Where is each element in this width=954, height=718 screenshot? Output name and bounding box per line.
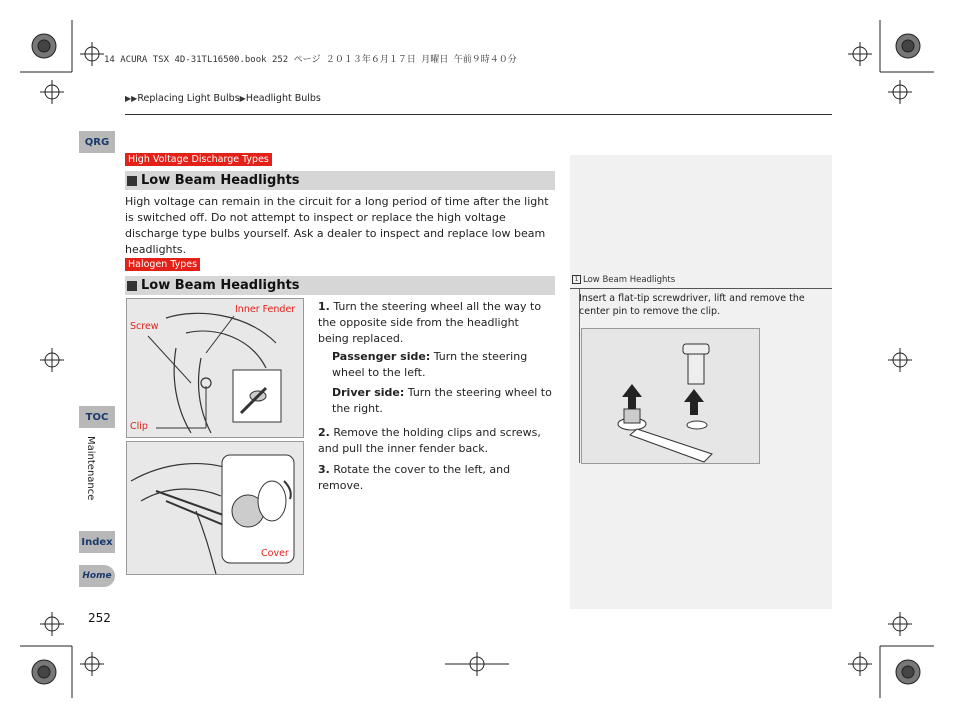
heading-square-icon bbox=[127, 176, 137, 186]
breadcrumb-current-headlight-bulbs: Headlight Bulbs bbox=[245, 93, 321, 104]
step-3 bbox=[318, 462, 553, 494]
breadcrumb-separator: ▶ bbox=[239, 94, 246, 103]
breadcrumb-link-replacing-light-bulbs[interactable]: Replacing Light Bulbs bbox=[137, 93, 240, 104]
step-2-text: Remove the holding clips and screws, and pull the inner fender back. bbox=[318, 426, 541, 455]
section-heading-hid-low-beam bbox=[125, 171, 555, 190]
toc-tab[interactable]: TOC bbox=[79, 406, 115, 428]
hid-warning-paragraph: High voltage can remain in the circuit for a long period of time after the light is switched off. Do not attempt to inspect or replace the high voltage discharge type bulbs yourself. Ask a dealer to inspect and replace low beam headlights. bbox=[125, 195, 549, 256]
section-title: Low Beam Headlights bbox=[141, 173, 300, 188]
callout-clip: Clip bbox=[130, 421, 148, 432]
step-1-driver-side bbox=[332, 385, 552, 417]
tag-halogen-types: Halogen Types bbox=[125, 258, 200, 271]
inner-fender-illustration bbox=[126, 298, 304, 438]
note-body: Insert a flat-tip screwdriver, lift and remove the center pin to remove the clip. bbox=[579, 293, 805, 317]
step-1 bbox=[318, 299, 553, 347]
page-number: 252 bbox=[88, 611, 111, 625]
step-3-text: Rotate the cover to the left, and remove. bbox=[318, 463, 511, 492]
note-heading bbox=[570, 275, 832, 289]
callout-cover: Cover bbox=[261, 548, 289, 559]
breadcrumb-arrows: ▶▶ bbox=[125, 94, 138, 103]
callout-screw: Screw bbox=[130, 321, 159, 332]
step-2 bbox=[318, 425, 553, 457]
step-3-number: 3. bbox=[318, 463, 330, 476]
callout-inner-fender: Inner Fender bbox=[235, 304, 296, 315]
index-tab[interactable]: Index bbox=[79, 531, 115, 553]
driver-side-text: Turn the steering wheel to the right. bbox=[332, 386, 552, 415]
step-1-passenger-side bbox=[332, 349, 552, 381]
section-title: Low Beam Headlights bbox=[141, 278, 300, 293]
passenger-side-label: Passenger side: bbox=[332, 350, 431, 363]
tag-high-voltage-discharge-types: High Voltage Discharge Types bbox=[125, 153, 272, 166]
section-label-maintenance: Maintenance bbox=[85, 436, 96, 501]
step-1-text: Turn the steering wheel all the way to the opposite side from the headlight being replaced. bbox=[318, 300, 542, 345]
step-1-number: 1. bbox=[318, 300, 330, 313]
header-rule bbox=[125, 114, 832, 115]
note-title: Low Beam Headlights bbox=[583, 275, 676, 285]
breadcrumb bbox=[125, 93, 321, 104]
heading-square-icon bbox=[127, 281, 137, 291]
note-ref-icon: 1 bbox=[572, 275, 581, 284]
clip-removal-illustration bbox=[581, 328, 760, 464]
section-heading-halogen-low-beam bbox=[125, 276, 555, 295]
print-header: 14 ACURA TSX 4D-31TL16500.book 252 ページ ２０１３年６月１７日 月曜日 午前９時４０分 bbox=[104, 55, 517, 65]
passenger-side-text: Turn the steering wheel to the left. bbox=[332, 350, 528, 379]
step-2-number: 2. bbox=[318, 426, 330, 439]
qrg-tab[interactable]: QRG bbox=[79, 131, 115, 153]
driver-side-label: Driver side: bbox=[332, 386, 405, 399]
home-tab[interactable]: Home bbox=[79, 565, 115, 587]
